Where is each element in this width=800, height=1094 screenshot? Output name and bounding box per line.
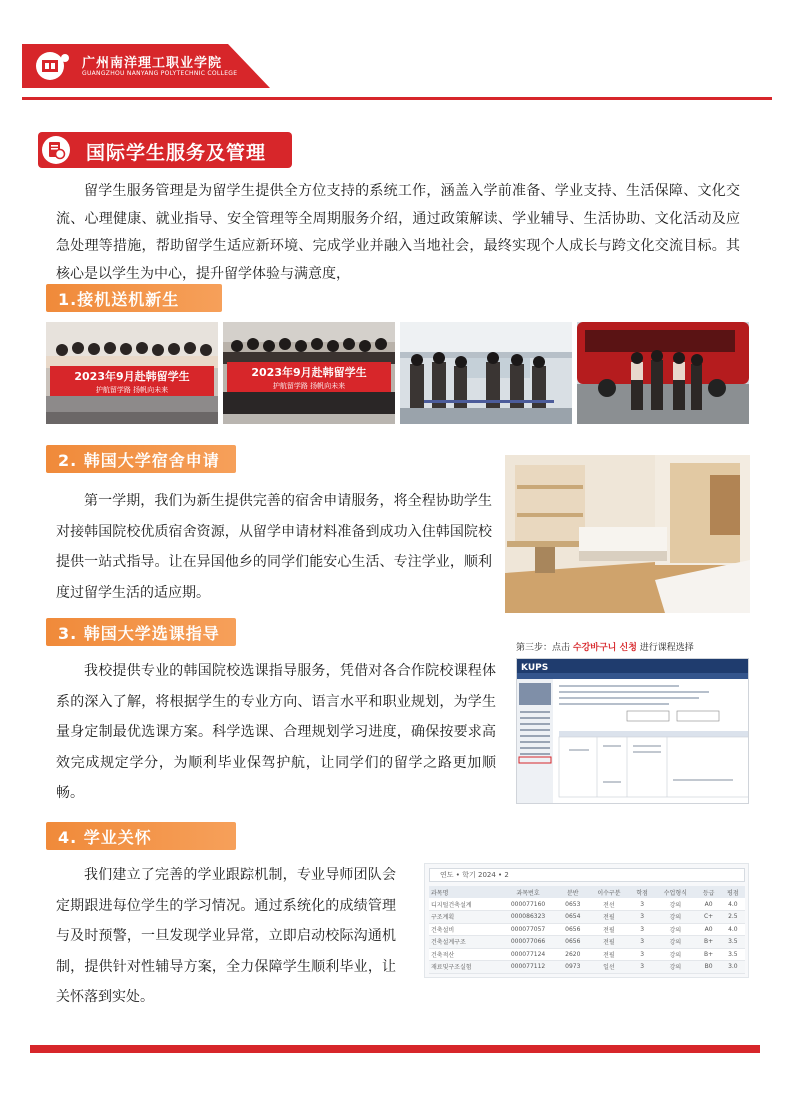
table-cell: 3 [640,925,645,933]
grades-header-cell: 수업형식 [663,889,687,897]
table-cell: 강의 [669,901,682,909]
table-cell: 3.5 [728,950,738,958]
table-cell: 2620 [565,950,581,958]
dormitory-photo [505,455,750,613]
table-cell: 전필 [603,926,615,934]
table-row [429,898,745,911]
table-cell: B+ [704,950,714,958]
section-title: 国际学生服务及管理 [86,142,267,164]
sub3-tag-label: 3. 韩国大学选课指导 [58,624,220,643]
sub3-text: 我校提供专业的韩国院校选课指导服务，凭借对各合作院校课程体系的深入了解，将根据学生的专业方向、语言水平和职业规划，为学生量身定制最优选课方案。科学选课、合理规划学习进度，确保按要求高效完成规定学分，为顺利毕业保驾护航，让同学们的留学之路更加顺畅。 [56,663,496,801]
grades-header-cell: 등급 [702,889,715,897]
table-row [429,948,745,961]
sub4-text: 我们建立了完善的学业跟踪机制，专业导师团队会定期跟进每位学生的学习情况。通过系统化的成绩管理与及时预警，一旦发现学业异常，立即启动校际沟通机制，提供针对性辅导方案，全力保障学生顺利毕业，让关怀落到实处。 [56,867,396,1005]
kups-logo: KUPS [521,663,549,673]
grades-header-cell: 분반 [567,889,579,897]
table-cell: 000077066 [510,938,546,946]
table-cell: 0656 [565,938,581,946]
table-cell: 3 [640,963,645,971]
table-cell: 3 [640,913,645,921]
course-selection-screenshot [516,658,749,804]
banner-text-2a: 2023年9月赴韩留学生 [251,366,367,379]
sub2-tag-label: 2. 韩国大学宿舍申请 [58,451,220,470]
table-cell: 3.0 [728,963,738,971]
table-cell: 강의 [669,964,682,972]
table-cell: 3 [640,950,645,958]
table-cell: 000077124 [510,950,546,958]
table-cell: 0973 [565,963,581,971]
table-cell: 0656 [565,925,581,933]
grades-filter-value: 2024 • 2 [478,871,509,879]
table-cell: 0654 [565,913,581,921]
table-cell: A0 [704,900,713,908]
table-cell: C+ [703,913,714,921]
table-cell: 강의 [669,926,682,934]
banner-text-1b: 护航留学路 扬帆向未来 [95,386,169,394]
school-name-en: GUANGZHOU NANYANG POLYTECHNIC COLLEGE [82,70,238,77]
table-row [429,923,745,936]
table-cell: B+ [704,938,714,946]
table-cell: 강의 [669,939,682,947]
caption-prefix: 第三步：点击 [516,643,571,653]
table-cell: 2.5 [728,913,738,921]
sub4-tag [46,822,236,850]
table-cell: 000077112 [510,963,546,971]
caption-highlight: 수강바구니 신청 [572,643,637,653]
table-cell: 강의 [669,914,682,922]
airport-photo-3 [400,322,572,424]
table-cell: 4.0 [728,900,738,908]
table-cell: 전필 [603,939,615,947]
grades-header-cell: 학점 [636,889,648,897]
grades-filter [429,868,745,882]
school-name-cn: 广州南洋理工职业学院 [82,56,223,71]
table-cell: 3.5 [728,938,738,946]
table-cell: 0653 [565,900,581,908]
header-divider [22,97,772,100]
table-cell: 000077160 [510,900,546,908]
sub2-tag [46,445,236,473]
table-cell: B0 [704,963,713,971]
table-cell: 강의 [669,951,682,959]
banner-text-2b: 护航留学路 扬帆向未来 [272,382,346,390]
table-cell: 디지털건축설계 [431,901,472,909]
grades-header-cell: 이수구분 [597,889,621,897]
grades-header-cell: 과목명 [431,889,449,897]
table-row [429,911,745,924]
sub1-tag [46,284,222,312]
table-cell: 000086323 [510,913,546,921]
sub4-tag-label: 4. 学业关怀 [58,828,152,847]
table-cell: 건축설비 [431,926,455,934]
airport-photo-1 [46,322,218,424]
grades-table-screenshot [424,863,749,978]
table-cell: 건축설계구조 [431,939,466,947]
table-cell: 일선 [603,964,615,972]
grades-header-row [429,886,745,898]
course-selection-caption [516,640,694,653]
sub3-tag [46,618,236,646]
page-header [0,0,800,104]
table-cell: 3 [640,938,645,946]
grades-table [429,886,745,974]
caption-suffix: 进行课程选择 [639,643,694,653]
grades-header-cell: 과목번호 [516,889,540,897]
table-cell: 구조계획 [431,914,455,922]
banner-text-1a: 2023年9月赴韩留学生 [74,370,190,383]
sub2-text: 第一学期，我们为新生提供完善的宿舍申请服务，将全程协助学生对接韩国院校优质宿舍资源，从留学申请材料准备到成功入住韩国院校提供一站式指导。让在异国他乡的同学们能安心生活、专注学业，顺利度过留学生活的适应期。 [56,493,492,601]
table-cell: 전선 [603,901,615,909]
table-cell: 4.0 [728,925,738,933]
airport-photo-2 [223,322,395,424]
table-cell: 전필 [603,951,615,959]
table-cell: 000077057 [510,925,546,933]
airport-photo-4 [577,322,749,424]
school-logo-icon [32,48,72,84]
grades-header-cell: 평점 [727,889,739,897]
table-cell: 3 [640,900,645,908]
grades-filter-label: 연도 • 학기 [440,871,476,879]
table-cell: 전필 [603,914,615,922]
table-cell: 재료및구조실험 [431,964,472,972]
footer-bar [30,1045,760,1053]
table-row [429,961,745,974]
section-intro: 留学生服务管理是为留学生提供全方位支持的系统工作，涵盖入学前准备、学业支持、生活保障、文化交流、心理健康、就业指导、安全管理等全周期服务介绍，通过政策解读、学业辅导、生活协助、文化活动及应急处理等措施，帮助留学生适应新环境、完成学业并融入当地社会，最终实现个人成长与跨文化交流目标。其核心是以学生为中心，提升留学体验与满意度， [56,183,740,282]
sub1-tag-label: 1.接机送机新生 [58,290,180,309]
table-cell: 건축적산 [431,951,455,959]
table-cell: A0 [704,925,713,933]
table-row [429,936,745,949]
